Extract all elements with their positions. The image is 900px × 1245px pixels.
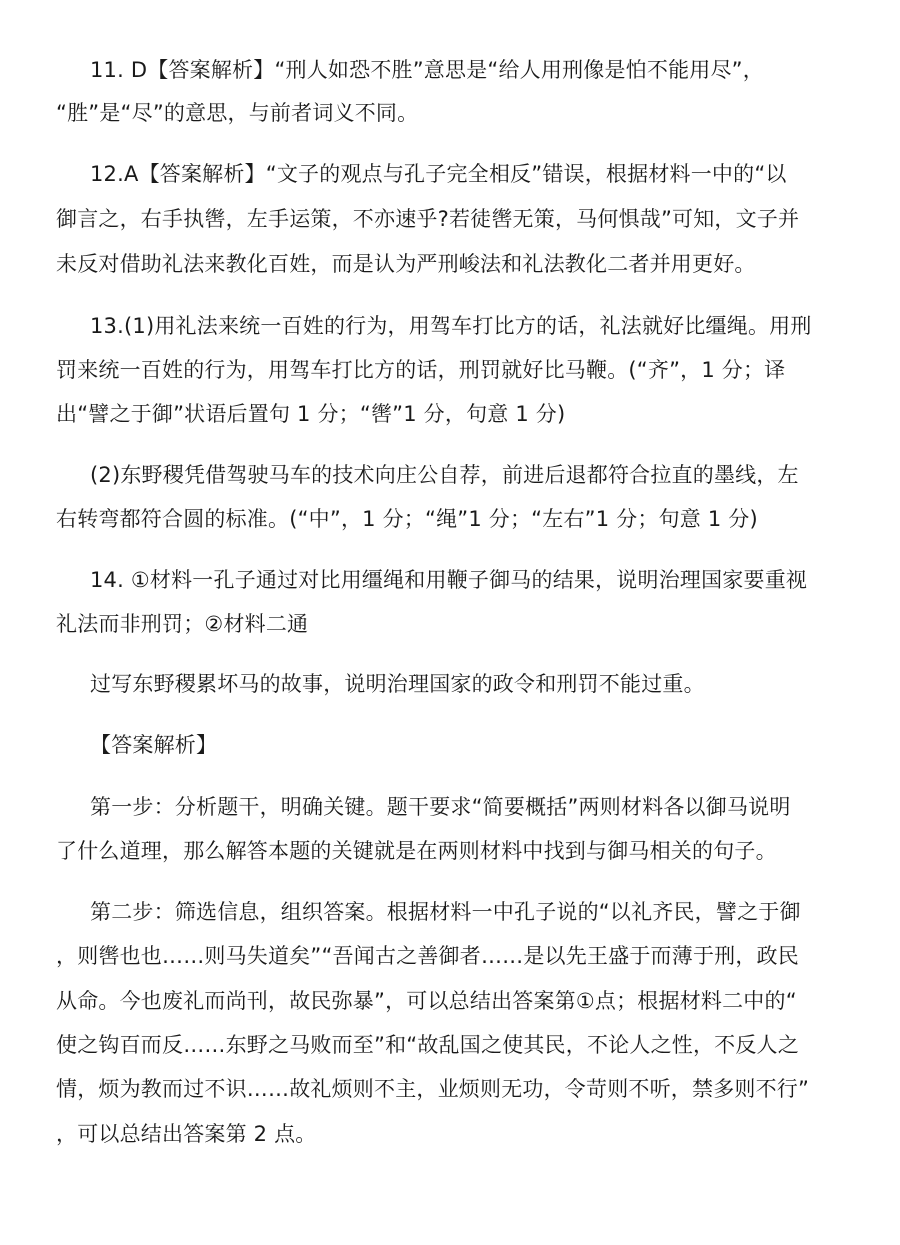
step2-line-2: ，则辔也也……则马失道矣”“吾闻古之善御者……是以先王盛于而薄于刑，政民 (56, 944, 799, 968)
q14-line-2: 礼法而非刑罚；②材料二通 (56, 612, 309, 636)
q13-1-line-2: 罚来统一百姓的行为，用驾车打比方的话，刑罚就好比马鞭。(“齐”，1 分；译 (56, 358, 786, 382)
step2-line-4: 使之钩百而反……东野之马败而至”和“故乱国之使其民，不论人之性，不反人之 (56, 1033, 799, 1057)
q13-1-line-3: 出“譬之于御”状语后置句 1 分；“辔”1 分，句意 1 分) (56, 402, 566, 426)
q14-line-1: 14. ①材料一孔子通过对比用缰绳和用鞭子御马的结果，说明治理国家要重视 (90, 568, 808, 592)
q12-line-2: 御言之，右手执辔，左手运策，不亦速乎?若徒辔无策，马何惧哉”可知，文子并 (56, 207, 800, 231)
analysis-title: 【答案解析】 (90, 733, 218, 757)
q11-line-2: “胜”是“尽”的意思，与前者词义不同。 (56, 101, 419, 125)
step1-line-2: 了什么道理，那么解答本题的关键就是在两则材料中找到与御马相关的句子。 (56, 839, 777, 863)
q13-2-line-2: 右转弯都符合圆的标准。(“中”，1 分；“绳”1 分；“左右”1 分；句意 1 分) (56, 507, 758, 531)
q12-line-1: 12.A【答案解析】“文子的观点与孔子完全相反”错误，根据材料一中的“以 (90, 162, 787, 186)
step2-line-1: 第二步：筛选信息，组织答案。根据材料一中孔子说的“以礼齐民，譬之于御 (90, 900, 801, 924)
step2-line-6: ，可以总结出答案第 2 点。 (56, 1122, 317, 1146)
q13-2-line-1: (2)东野稷凭借驾驶马车的技术向庄公自荐，前进后退都符合拉直的墨线，左 (90, 463, 799, 487)
q13-1-line-1: 13.(1)用礼法来统一百姓的行为，用驾车打比方的话，礼法就好比缰绳。用刑 (90, 314, 812, 338)
q12-line-3: 未反对借助礼法来教化百姓，而是认为严刑峻法和礼法教化二者并用更好。 (56, 252, 756, 276)
q14-continuation: 过写东野稷累坏马的故事，说明治理国家的政令和刑罚不能过重。 (90, 672, 705, 696)
q11-line-1: 11. D【答案解析】“刑人如恐不胜”意思是“给人用刑像是怕不能用尽”， (90, 58, 764, 82)
step1-line-1: 第一步：分析题干，明确关键。题干要求“简要概括”两则材料各以御马说明 (90, 795, 791, 819)
step2-line-5: 情，烦为教而过不识……故礼烦则不主，业烦则无功，令苛则不听，禁多则不行” (56, 1077, 810, 1101)
step2-line-3: 从命。今也废礼而尚刊，故民弥暴”，可以总结出答案第①点；根据材料二中的“ (56, 989, 797, 1013)
